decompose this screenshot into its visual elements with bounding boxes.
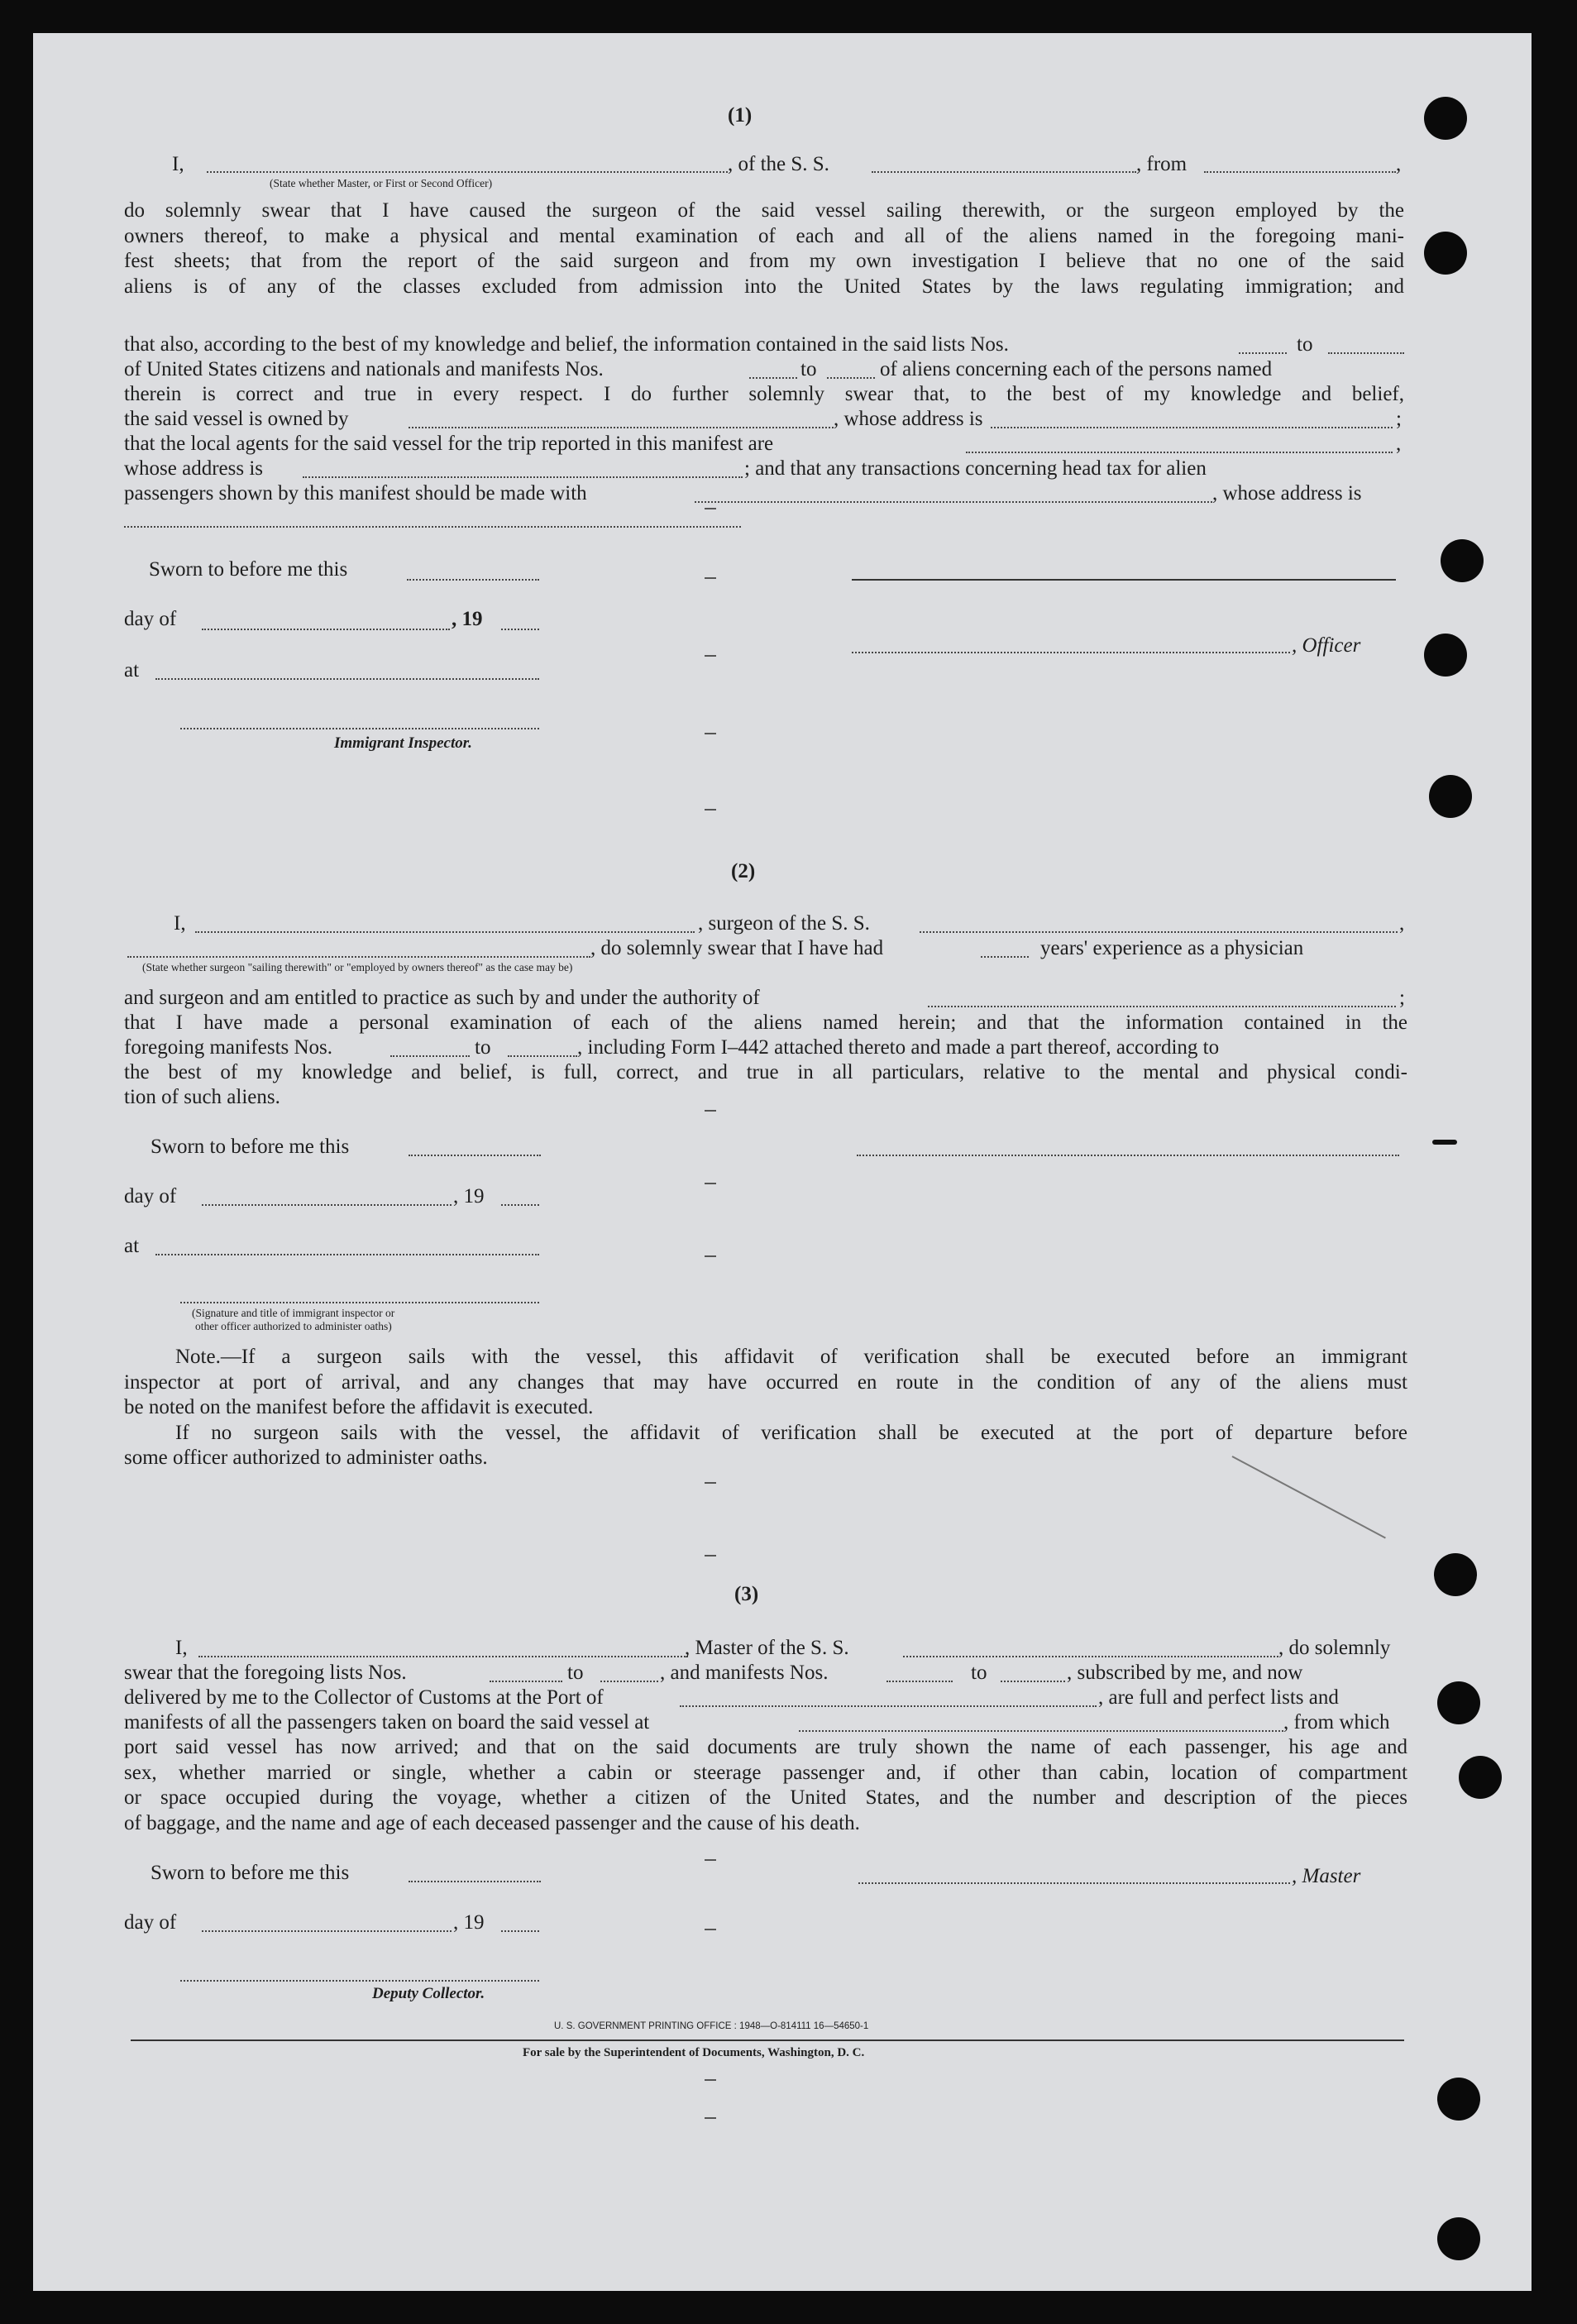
center-tick [705, 1482, 716, 1484]
center-tick [705, 1555, 716, 1557]
s3-manifest-from-blank[interactable] [886, 1681, 953, 1682]
form-sheet [33, 33, 1532, 2291]
s1-inspector-label: Immigrant Inspector. [334, 734, 472, 752]
s3-para-line: of baggage, and the name and age of each deceased passenger and the cause of his death. [124, 1811, 860, 1834]
s1-sworn-blank[interactable] [407, 579, 539, 581]
s1-headtax-blank[interactable] [695, 501, 1212, 503]
punch-hole-4 [1424, 634, 1467, 677]
s3-year-blank[interactable] [501, 1930, 539, 1932]
s3-line2-b: , and manifests Nos. [660, 1662, 829, 1684]
s3-manifest-to-blank[interactable] [1001, 1681, 1065, 1682]
s2-note2-line: some officer authorized to administer oaths. [124, 1447, 488, 1470]
scan-mark [1432, 1140, 1457, 1145]
s2-day-blank[interactable] [202, 1204, 452, 1206]
s2-at: at [124, 1235, 140, 1257]
punch-hole-3 [1441, 539, 1484, 582]
s1-addr-b: ; and that any transactions concerning head tax for alien [744, 457, 1207, 480]
s3-line4-b: , from which [1283, 1711, 1390, 1733]
s1-lists-to: to [1297, 333, 1313, 356]
s2-end-comma: , [1399, 912, 1405, 935]
s3-line3-a: delivered by me to the Collector of Customs at the Port of [124, 1686, 604, 1709]
punch-hole-1 [1424, 97, 1467, 140]
s3-day-of: day of [124, 1911, 177, 1934]
punch-hole-10 [1437, 2217, 1480, 2260]
s1-officer-note: (State whether Master, or First or Second Officer) [270, 177, 493, 189]
s2-auth-end: ; [1399, 987, 1405, 1009]
s2-note-line: inspector at port of arrival, and any changes that may have occurred en route in the condition of any of the aliens must [124, 1370, 1407, 1394]
s1-agent-address-blank[interactable] [303, 476, 743, 478]
center-tick [705, 1183, 716, 1184]
s2-sig-note-1: (Signature and title of immigrant inspector or [192, 1307, 395, 1319]
s2-auth: and surgeon and am entitled to practice as such by and under the authority of [124, 987, 760, 1009]
s2-tion: tion of such aliens. [124, 1086, 280, 1108]
s3-master-signature-line[interactable] [858, 1882, 1290, 1884]
s3-lists-to-blank[interactable] [600, 1681, 658, 1682]
s2-ship-blank[interactable] [920, 931, 1398, 933]
s2-surgeon-of-ss: , surgeon of the S. S. [698, 912, 870, 935]
s1-lists-a: that also, according to the best of my knowledge and belief, the information contained in the said lists Nos. [124, 333, 1009, 356]
s2-exam: that I have made a personal examination of each of the aliens named herein; and that the information contained in the [124, 1011, 1407, 1034]
s1-officer-signature-line[interactable] [852, 579, 1396, 581]
s1-officer-blank-2[interactable] [852, 652, 1290, 653]
punch-hole-6 [1434, 1553, 1477, 1596]
s1-officer-label: , Officer [1292, 634, 1361, 657]
center-tick [705, 1929, 716, 1930]
s3-para-line: sex, whether married or single, whether a cabin or steerage passenger and, if other than cabin, location of compartment [124, 1761, 1407, 1784]
s3-line2-to1: to [567, 1662, 584, 1684]
s1-pass-b: , whose address is [1212, 482, 1362, 504]
s1-therein: therein is correct and true in every respect. I do further solemnly swear that, to the best of my knowledge and belief, [124, 383, 1404, 405]
punch-hole-5 [1429, 775, 1472, 818]
s3-para-line: or space occupied during the voyage, whether a citizen of the United States, and the number and description of the pieces [124, 1786, 1407, 1810]
s3-i: I, [175, 1637, 188, 1659]
s1-line-i [172, 152, 184, 178]
s1-addr-a: whose address is [124, 457, 264, 480]
s1-lists-from-blank[interactable] [1239, 352, 1287, 354]
s1-manifest-to-blank[interactable] [827, 377, 875, 379]
s2-note-line: be noted on the manifest before the affidavit is executed. [124, 1396, 594, 1419]
s2-surgeon-signature-line[interactable] [857, 1155, 1399, 1156]
s3-line3-b: , are full and perfect lists and [1098, 1686, 1339, 1709]
center-tick [705, 733, 716, 734]
s3-line2-c: , subscribed by me, and now [1067, 1662, 1303, 1684]
center-tick [705, 2117, 716, 2119]
s2-note-line: Note.—If a surgeon sails with the vessel, this affidavit of verification shall be executed before an immigrant [175, 1346, 1407, 1368]
s3-boarded-at-blank[interactable] [799, 1730, 1283, 1732]
s1-agents-end: , [1396, 433, 1402, 455]
s3-sworn-blank[interactable] [409, 1881, 541, 1882]
s1-manifest-to: to [800, 358, 817, 380]
s1-manifest-a: of United States citizens and nationals and manifests Nos. [124, 358, 604, 380]
s2-note2-line: If no surgeon sails with the vessel, the affidavit of verification shall be executed at the port of departure before [175, 1421, 1407, 1444]
s1-day-of: day of [124, 608, 177, 630]
s3-line1-end: , do solemnly [1278, 1637, 1391, 1659]
s2-line2-a: , do solemnly swear that I have had [590, 937, 884, 959]
s1-manifest-from-blank[interactable] [749, 377, 797, 379]
s2-sworn-blank[interactable] [409, 1155, 541, 1156]
s1-headtax-address-blank[interactable] [124, 526, 741, 528]
center-tick [705, 1255, 716, 1257]
center-tick [705, 809, 716, 811]
s2-line2-b: years' experience as a physician [1040, 937, 1304, 959]
s1-paragraph [124, 198, 1404, 299]
s1-owned-a: the said vessel is owned by [124, 408, 349, 430]
s1-owner-blank[interactable] [409, 427, 834, 428]
s3-ship-blank[interactable] [903, 1656, 1278, 1657]
s3-collector-signature-line[interactable] [180, 1980, 539, 1982]
center-tick [705, 1859, 716, 1861]
s2-manifest-to-blank[interactable] [508, 1055, 577, 1057]
s2-sworn: Sworn to before me this [151, 1136, 350, 1158]
s3-master-of-ss: , Master of the S. S. [685, 1637, 849, 1659]
s2-i: I, [174, 912, 186, 935]
s1-owned-end: ; [1396, 408, 1402, 430]
s2-nineteen: , 19 [453, 1185, 485, 1207]
s1-i: I, [172, 153, 184, 175]
center-tick [705, 577, 716, 579]
s2-surgeon-name-blank[interactable] [195, 931, 695, 933]
s2-day-of: day of [124, 1185, 177, 1207]
s1-of-ss: , of the S. S. [728, 153, 829, 175]
sale-notice: For sale by the Superintendent of Documents, Washington, D. C. [523, 2046, 865, 2059]
footer-rule [131, 2039, 1404, 2041]
s2-sig-note-2: other officer authorized to administer oaths) [195, 1320, 392, 1332]
s2-forms-a: foregoing manifests Nos. [124, 1036, 333, 1059]
center-tick [705, 2079, 716, 2081]
s3-para-line: port said vessel has now arrived; and that on the said documents are truly shown the name of each passenger, his age and [124, 1736, 1407, 1758]
s2-forms-b: , including Form I–442 attached thereto and made a part thereof, according to [577, 1036, 1220, 1059]
s2-note [124, 1345, 1407, 1471]
s3-lists-from-blank[interactable] [490, 1681, 562, 1682]
s1-para-line: aliens is of any of the classes excluded from admission into the United States by the laws regulating immigration; and [124, 275, 1404, 298]
s3-nineteen: , 19 [453, 1911, 485, 1934]
s2-manifest-from-blank[interactable] [390, 1055, 470, 1057]
s2-authority-blank[interactable] [928, 1006, 1396, 1007]
section-2-heading: (2) [731, 860, 756, 882]
s2-years-blank[interactable] [981, 956, 1029, 958]
s3-sworn: Sworn to before me this [151, 1862, 350, 1884]
s3-line4-a: manifests of all the passengers taken on board the said vessel at [124, 1711, 650, 1733]
center-tick [705, 508, 716, 509]
s1-lists-to-blank[interactable] [1328, 352, 1404, 354]
s1-year-blank[interactable] [501, 629, 539, 630]
s1-end-comma: , [1396, 153, 1402, 175]
punch-hole-9 [1437, 2078, 1480, 2121]
s1-from-blank[interactable] [1204, 171, 1396, 173]
s1-ship-blank[interactable] [872, 171, 1136, 173]
s3-line2-to2: to [971, 1662, 987, 1684]
center-tick [705, 1110, 716, 1112]
punch-hole-2 [1424, 232, 1467, 275]
center-tick [705, 655, 716, 657]
s3-day-blank[interactable] [202, 1930, 452, 1932]
punch-hole-8 [1459, 1756, 1502, 1799]
s1-sworn: Sworn to before me this [149, 558, 348, 581]
s2-best: the best of my knowledge and belief, is full, correct, and true in all particulars, relative to the mental and physical condi- [124, 1061, 1407, 1083]
s1-day-blank[interactable] [202, 629, 450, 630]
s3-port-blank[interactable] [680, 1705, 1097, 1707]
s1-owned-b: , whose address is [834, 408, 983, 430]
s1-para-line: owners thereof, to make a physical and mental examination of each and all of the aliens named in the foregoing mani- [124, 224, 1404, 247]
gpo-imprint: U. S. GOVERNMENT PRINTING OFFICE : 1948—O-814111 16—54650-1 [554, 2021, 869, 2031]
s1-at-blank[interactable] [155, 678, 539, 680]
s3-collector-label: Deputy Collector. [372, 1985, 485, 2002]
s3-paragraph [124, 1735, 1407, 1836]
s1-pass-a: passengers shown by this manifest should be made with [124, 482, 587, 504]
s1-manifest-b: of aliens concerning each of the persons named [880, 358, 1273, 380]
s1-at: at [124, 659, 140, 681]
s3-master-name-blank[interactable] [198, 1656, 688, 1657]
s1-inspector-signature-line[interactable] [180, 728, 539, 729]
s1-owner-address-blank[interactable] [991, 427, 1393, 428]
s1-agents-blank[interactable] [966, 452, 1393, 453]
s1-officer-blank[interactable] [207, 171, 728, 173]
punch-hole-7 [1437, 1681, 1480, 1724]
s3-master-label: , Master [1292, 1865, 1361, 1887]
s2-forms-to: to [475, 1036, 491, 1059]
s3-line2-a: swear that the foregoing lists Nos. [124, 1662, 407, 1684]
s2-inspector-signature-line[interactable] [180, 1302, 539, 1303]
s1-from: , from [1136, 153, 1188, 175]
section-1-heading: (1) [728, 104, 753, 127]
s2-surgeon-type-blank[interactable] [127, 956, 590, 958]
section-3-heading: (3) [734, 1583, 759, 1605]
s2-at-blank[interactable] [155, 1254, 539, 1255]
s1-agents: that the local agents for the said vessel for the trip reported in this manifest are [124, 433, 774, 455]
s1-para-line: do solemnly swear that I have caused the surgeon of the said vessel sailing therewith, or the surgeon employed by the [124, 199, 1404, 222]
s2-surgeon-note: (State whether surgeon "sailing therewith" or "employed by owners thereof" as the case may be) [142, 961, 573, 973]
s1-para-line: fest sheets; that from the report of the said surgeon and from my own investigation I believe that no one of the said [124, 250, 1404, 273]
s2-year-blank[interactable] [501, 1204, 539, 1206]
s1-nineteen: , 19 [452, 608, 483, 630]
